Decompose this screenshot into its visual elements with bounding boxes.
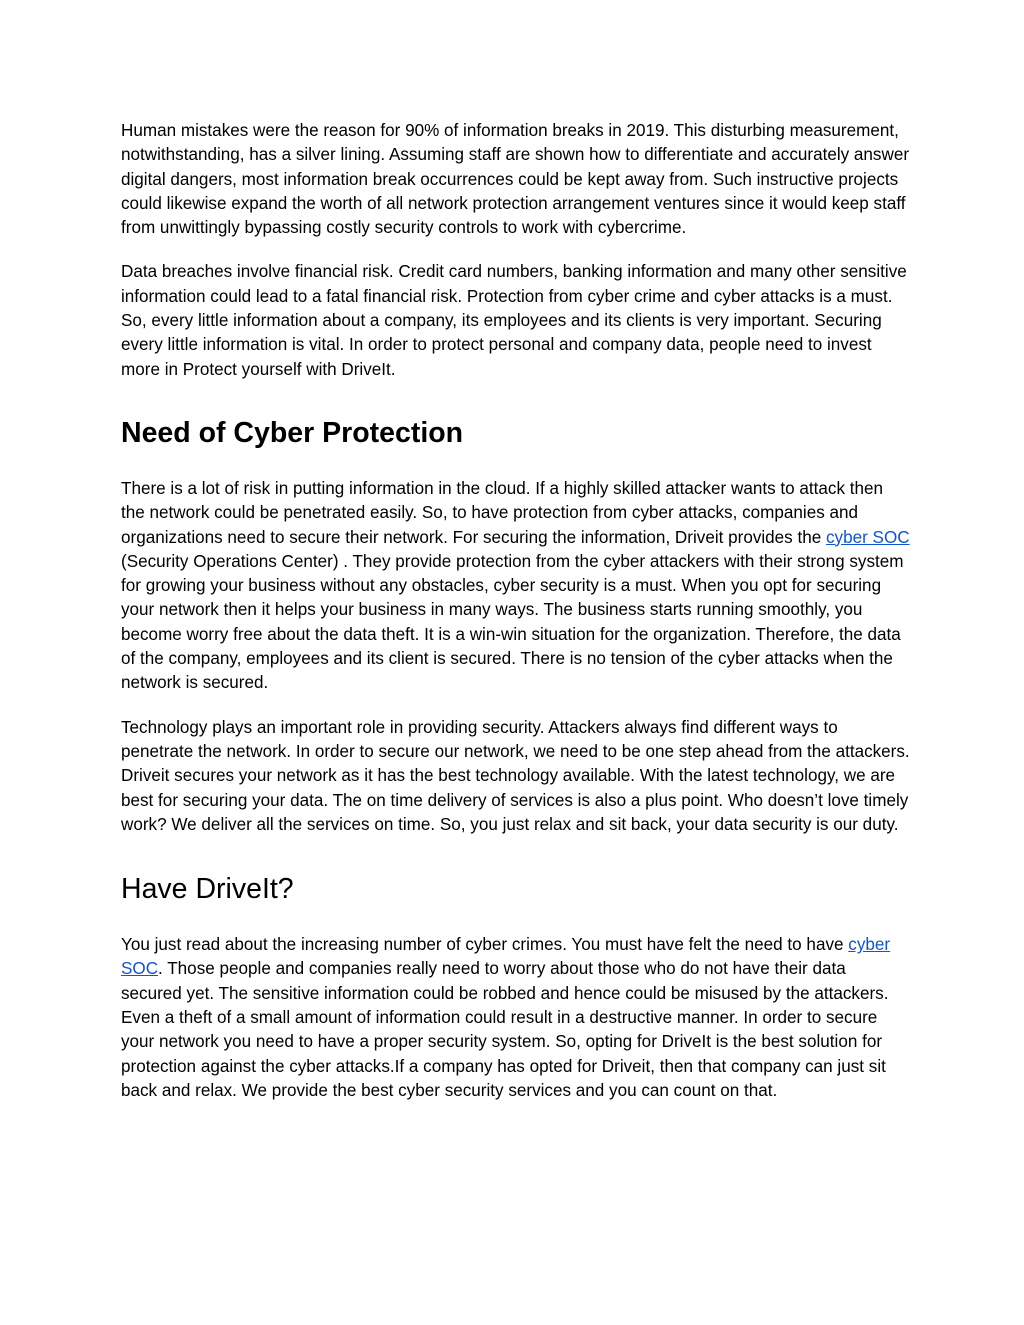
risk-text-after: (Security Operations Center) . They provide protection from the cyber attackers with their strong system for growing your business without any obstacles, cyber security is a must. When you opt for securing your network then it helps your business in many ways. The business starts running smoothly, you become worry free about the data theft. It is a win-win situation for the organization. Therefore, the data of the company, employees and its client is secured. There is no tension of the cyber attacks when the network is secured. (121, 551, 904, 693)
risk-paragraph (121, 477, 911, 696)
closing-text-after: . Those people and companies really need to worry about those who do not have their data secured yet. The sensitive information could be robbed and hence could be misused by the attackers. Even a theft of a small amount of information could result in a destructive manner. In order to secure your network you need to have a proper security system. So, opting for DriveIt is the best solution for protection against the cyber attacks.If a company has opted for Driveit, then that company can just sit back and relax. We provide the best cyber security services and you can count on that. (121, 959, 889, 1100)
closing-text-before: You just read about the increasing number of cyber crimes. You must have felt the need to have (121, 935, 849, 955)
intro-paragraph: Human mistakes were the reason for 90% of information breaks in 2019. This disturbing measurement, notwithstanding, has a silver lining. Assuming staff are shown how to differentiate and accurately answer digital dangers, most information break occurrences could be kept away from. Such instructive projects could likewise expand the worth of all network protection arrangement ventures since it would keep staff from unwittingly bypassing costly security controls to work with cybercrime. (121, 121, 910, 238)
data-breaches-paragraph: Data breaches involve financial risk. Credit card numbers, banking information and many other sensitive information could lead to a fatal financial risk. Protection from cyber crime and cyber attacks is a must. So, every little information about a company, its employees and its clients is very important. Securing every little information is vital. In order to protect personal and company data, people need to invest more in Protect yourself with DriveIt. (121, 262, 907, 379)
risk-text-before: There is a lot of risk in putting information in the cloud. If a highly skilled attacker wants to attack then the network could be penetrated easily. So, to have protection from cyber attacks, companies and organizations need to secure their network. For securing the information, Driveit provides the (121, 478, 884, 547)
closing-paragraph (121, 933, 911, 1103)
document-page (121, 119, 911, 1103)
cyber-soc-link-2[interactable]: cyber SOC (121, 935, 891, 979)
cyber-soc-link[interactable]: cyber SOC (826, 527, 910, 547)
heading-have-driveit: Have DriveIt? (121, 873, 294, 906)
technology-paragraph: Technology plays an important role in providing security. Attackers always find different ways to penetrate the network. In order to secure our network, we need to be one step ahead from the attackers. Driveit secures your network as it has the best technology available. With the latest technology, we are best for securing your data. The on time delivery of services is also a plus point. Who doesn’t love timely work? We deliver all the services on time. So, you just relax and sit back, your data security is our duty. (121, 717, 910, 834)
heading-need-of-cyber-protection: Need of Cyber Protection (121, 416, 464, 449)
